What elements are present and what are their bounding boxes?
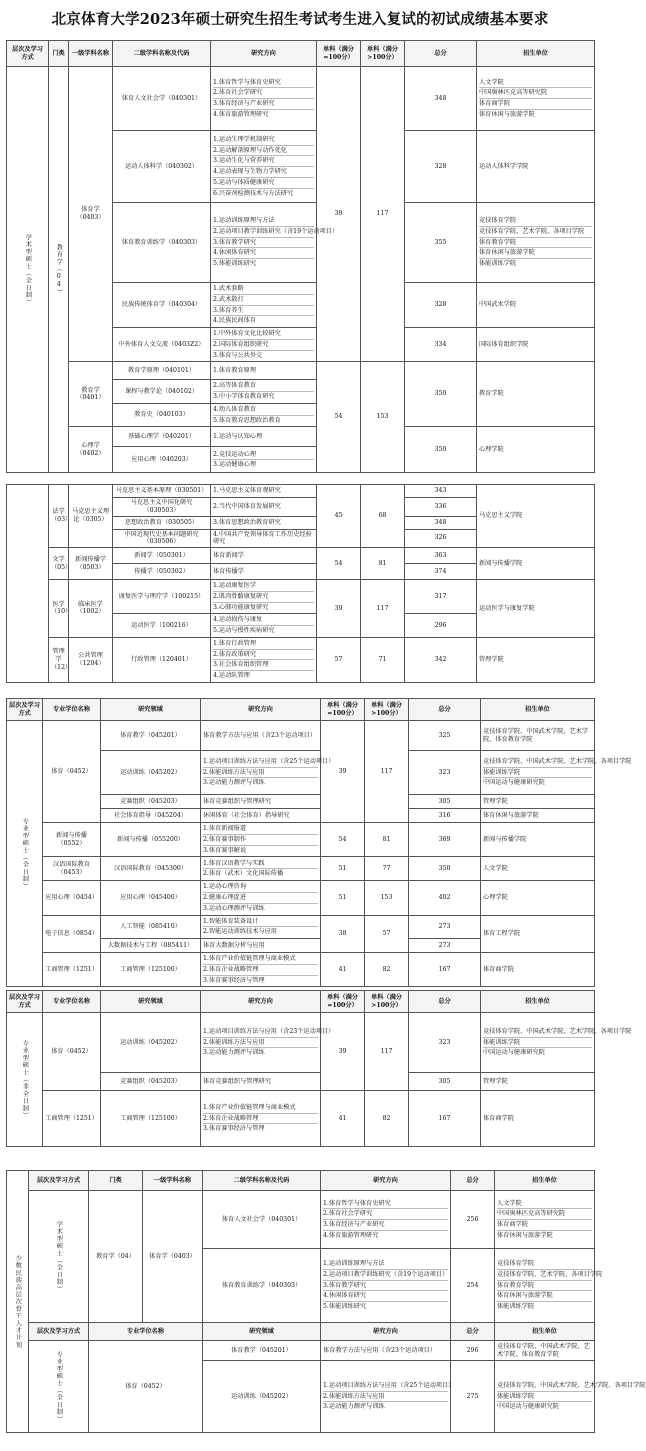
single-gt100-cell: 57 — [365, 915, 409, 953]
unit-list: 竞技体育学院、中国武术学院、艺术学院、各项目学院 体能训练学院 中国运动与健康研究院 — [495, 1361, 595, 1433]
second-discipline: 应用心理（040203） — [113, 447, 211, 473]
header-single-100: 单科（满分=100分） — [321, 991, 365, 1013]
unit: 新闻与传播学院 — [481, 823, 595, 857]
unit-list: 竞技体育学院、中国武术学院、艺术学院、各项目学院 体能训练学院 中国运动与健康研究院 — [481, 1013, 595, 1073]
degree-cell: 应用心理（0454） — [43, 881, 101, 915]
field: 竞赛组织（045203） — [101, 795, 201, 809]
header-direction: 研究方向 — [211, 41, 317, 67]
header-direction: 研究方向 — [321, 1171, 451, 1191]
direction-list: 1.中外体育文化比较研究 2.国际体育组织研究 3.体育与公共外交 — [211, 328, 317, 362]
direction: 1.马克思主义体育观研究 — [211, 485, 317, 498]
header-field: 研究领域 — [101, 699, 201, 721]
header-direction: 研究方向 — [201, 699, 321, 721]
degree-cell: 新闻与传播（0552） — [43, 823, 101, 857]
total-score: 275 — [451, 1361, 495, 1433]
single-100-cell: 38 — [321, 915, 365, 953]
direction-list: 1.运动生理学机制研究 2.运动解剖原理与动作优化 3.运动生化与营养研究 4.运动表现与生物力学研究 5.运动与体质健康研究 6.兴奋剂检测技术与方法研究 — [211, 131, 317, 203]
direction-list: 4.运动损伤与康复 5.运动与慢性疾病研究 — [211, 614, 317, 638]
header-level: 层次及学习方式 — [7, 41, 49, 67]
total-score: 167 — [409, 1091, 481, 1147]
header-unit: 招生单位 — [495, 1323, 595, 1341]
unit-list: 人文学院 中国奥林匹克高等研究院 体育商学院 体育休闲与旅游学院 — [477, 67, 595, 131]
total-score: 343 — [405, 485, 477, 498]
header-total: 总分 — [451, 1171, 495, 1191]
header-total: 总分 — [451, 1323, 495, 1341]
single-gt100-cell: 117 — [365, 721, 409, 823]
second-discipline: 新闻学（050301） — [113, 548, 211, 564]
total-score: 305 — [409, 795, 481, 809]
header-single-gt100: 单科（满分>100分） — [365, 991, 409, 1013]
single-gt100-cell: 153 — [365, 881, 409, 915]
direction: 体育大数据分析与应用 — [201, 939, 321, 953]
header-level: 层次及学习方式 — [7, 699, 43, 721]
total-score: 363 — [405, 548, 477, 564]
single-100-cell: 57 — [317, 637, 361, 682]
direction: 体育传播学 — [211, 564, 317, 580]
header-direction: 研究方向 — [201, 991, 321, 1013]
total-score: 350 — [409, 857, 481, 881]
second-discipline: 民族传统体育学（040304） — [113, 283, 211, 328]
field: 汉语国际教育（045300） — [101, 857, 201, 881]
unit: 人文学院 — [481, 857, 595, 881]
single-gt100-cell: 81 — [361, 548, 405, 580]
field: 体育教学（045201） — [203, 1341, 321, 1361]
direction-list: 1.体育产业价值链管理与商业模式 2.体育企业战略管理 3.体育赛事经济与管理 — [201, 953, 321, 987]
second-discipline: 运动人体科学（040302） — [113, 131, 211, 203]
unit: 马克思主义学院 — [477, 485, 595, 548]
direction: 1.运动与认知心理 — [211, 427, 317, 447]
category-cell: 教育学（04） — [89, 1191, 143, 1323]
academic-table-1 — [6, 40, 594, 469]
header-single-gt100: 单科（满分>100分） — [365, 699, 409, 721]
field: 工商管理（125100） — [101, 953, 201, 987]
header-direction: 研究方向 — [321, 1323, 451, 1341]
direction-list: 1.体育汉语教学与实践 2.体育（武术）文化国际传播 — [201, 857, 321, 881]
header-single-100: 单科（满分=100分） — [321, 699, 365, 721]
first-discipline-cell: 体育学（0403） — [143, 1191, 203, 1323]
header-total: 总分 — [409, 699, 481, 721]
header-unit: 招生单位 — [481, 699, 595, 721]
unit: 新闻与传播学院 — [477, 548, 595, 580]
level-cell: 专业型硕士（全日制） — [29, 1341, 89, 1433]
second-discipline: 体育教育训练学（040303） — [113, 203, 211, 283]
unit-list: 人文学院 中国奥林匹克高等研究院 体育商学院 体育休闲与旅游学院 — [495, 1191, 595, 1249]
total-score: 325 — [409, 721, 481, 751]
header-single-100: 单科（满分=100分） — [317, 41, 361, 67]
total-score: 348 — [405, 67, 477, 131]
header-total: 总分 — [409, 991, 481, 1013]
unit: 国际体育组织学院 — [477, 328, 595, 362]
first-discipline-cell: 心理学（0402） — [69, 427, 113, 473]
direction-list: 1.运动项目训练方法与应用（含25个运动项目） 2.体能训练方法与应用 3.运动能力测评与训练 — [321, 1361, 451, 1433]
single-gt100-cell: 82 — [365, 953, 409, 987]
field: 新闻与传播（055200） — [101, 823, 201, 857]
header-degree: 专业学位名称 — [43, 991, 101, 1013]
total-score: 323 — [409, 1013, 481, 1073]
second-discipline: 课程与教学论（040102） — [113, 380, 211, 404]
professional-parttime-table — [6, 990, 632, 1150]
degree-cell: 体育（0452） — [89, 1341, 203, 1433]
header-degree: 专业学位名称 — [43, 699, 101, 721]
field: 工商管理（125100） — [101, 1091, 201, 1147]
second-discipline: 体育教育训练学（040303） — [203, 1249, 321, 1323]
unit: 运动医学与康复学院 — [477, 580, 595, 638]
total-score: 342 — [405, 637, 477, 682]
total-score: 334 — [405, 328, 477, 362]
degree-cell: 工商管理（1251） — [43, 1091, 101, 1147]
header-first-discipline: 一级学科名称 — [69, 41, 113, 67]
header-category: 门类 — [49, 41, 69, 67]
first-discipline-cell: 体育学（0403） — [69, 67, 113, 362]
header-total: 总分 — [405, 41, 477, 67]
unit: 心理学院 — [477, 427, 595, 473]
unit: 管理学院 — [477, 637, 595, 682]
total-score: 402 — [409, 881, 481, 915]
second-discipline: 运动医学（100216） — [113, 614, 211, 638]
header-level: 层次及学习方式 — [29, 1171, 89, 1191]
degree-cell: 工商管理（1251） — [43, 953, 101, 987]
first-discipline-cell: 新闻传播学（0503） — [69, 548, 113, 580]
second-discipline: 教育学原理（040101） — [113, 362, 211, 380]
total-score: 305 — [409, 1073, 481, 1091]
direction-list: 2.高等体育教育 3.中小学体育教育研究 — [211, 380, 317, 404]
professional-table — [6, 698, 632, 984]
total-score: 296 — [451, 1341, 495, 1361]
header-field: 研究领域 — [203, 1323, 321, 1341]
level-cell: 专业型硕士（全日制） — [7, 721, 43, 987]
total-score: 317 — [405, 580, 477, 614]
first-discipline-cell: 马克思主义理论（0305） — [69, 485, 113, 548]
unit: 中国武术学院 — [477, 283, 595, 328]
level-cell: 学术型硕士（全日制） — [7, 67, 49, 473]
direction: 体育竞赛组织与管理研究 — [201, 1073, 321, 1091]
direction-list: 1.体育行政管理 2.体育政策研究 3.社会体育组织管理 4.运动队管理 — [211, 637, 317, 682]
single-gt100-cell: 77 — [365, 857, 409, 881]
single-100-cell: 41 — [321, 953, 365, 987]
direction: 体育竞赛组织与管理研究 — [201, 795, 321, 809]
direction-list: 1.体育哲学与体育史研究 2.体育社会学研究 3.体育经济与产业研究 4.体育旅游管理研究 — [321, 1191, 451, 1249]
field: 人工智能（085410） — [101, 915, 201, 939]
degree-cell: 电子信息（0854） — [43, 915, 101, 953]
degree-cell: 体育（0452） — [43, 721, 101, 823]
direction-list: 1.武术套路 2.武术散打 3.体育养生 4.民族民间体育 — [211, 283, 317, 328]
category-cell: 医学（10） — [49, 580, 69, 638]
direction: 休闲体育（社会体育）指导研究 — [201, 809, 321, 823]
unit: 运动人体科学学院 — [477, 131, 595, 203]
direction-list: 1.运动训练原理与方法 2.运动项目教学训练研究（含19个运动项目） 3.体育教学研究 4.休闲体育研究 5.体能训练研究 — [321, 1249, 451, 1323]
total-score: 326 — [405, 529, 477, 548]
single-100-cell: 39 — [321, 1013, 365, 1091]
direction-list: 1.运动训练原理与方法 2.运动项目教学训练研究（含19个运动项目） 3.体育教学研究 4.休闲体育研究 5.体能训练研究 — [211, 203, 317, 283]
header-field: 研究领域 — [101, 991, 201, 1013]
level-cell-continued — [7, 485, 49, 683]
single-gt100-cell: 117 — [361, 67, 405, 362]
single-100-cell: 45 — [317, 485, 361, 548]
single-gt100-cell: 153 — [361, 362, 405, 473]
second-discipline: 中国近现代史基本问题研究（030506） — [113, 529, 211, 548]
total-score: 273 — [409, 939, 481, 953]
unit: 竞技体育学院、中国武术学院、艺术学院、体育教育学院 — [495, 1341, 595, 1361]
field: 竞赛组织（045203） — [101, 1073, 201, 1091]
minority-plan-table — [6, 1170, 646, 1451]
direction: 体育教学方法与应用（含23个运动项目） — [201, 721, 321, 751]
single-100-cell: 39 — [321, 721, 365, 823]
unit: 竞技体育学院、中国武术学院、艺术学院、体育教育学院 — [481, 721, 595, 751]
page-title: 北京体育大学2023年硕士研究生招生考试考生进入复试的初试成绩基本要求 — [51, 11, 549, 28]
single-100-cell: 54 — [321, 823, 365, 857]
category-cell: 教育学（04） — [49, 67, 69, 473]
second-discipline: 基础心理学（040201） — [113, 427, 211, 447]
header-level: 层次及学习方式 — [29, 1323, 89, 1341]
unit: 教育学院 — [477, 362, 595, 427]
total-score: 256 — [451, 1191, 495, 1249]
header-degree: 专业学位名称 — [89, 1323, 203, 1341]
total-score: 316 — [409, 809, 481, 823]
total-score: 374 — [405, 564, 477, 580]
second-discipline: 教育史（040103） — [113, 403, 211, 427]
header-unit: 招生单位 — [477, 41, 595, 67]
field: 社会体育指导（045204） — [101, 809, 201, 823]
field: 运动训练（045202） — [101, 1013, 201, 1073]
single-100-cell: 51 — [321, 857, 365, 881]
single-100-cell: 41 — [321, 1091, 365, 1147]
field: 体育教学（045201） — [101, 721, 201, 751]
header-unit: 招生单位 — [495, 1171, 595, 1191]
unit: 管理学院 — [481, 795, 595, 809]
total-score: 273 — [409, 915, 481, 939]
single-gt100-cell: 117 — [365, 1013, 409, 1091]
direction-list: 1.运动项目训练方法与应用（含25个运动项目） 2.体能训练方法与应用 3.运动能力测评与训练 — [201, 751, 321, 795]
unit: 体育商学院 — [481, 953, 595, 987]
single-100-cell: 51 — [321, 881, 365, 915]
single-gt100-cell: 81 — [365, 823, 409, 857]
second-discipline: 传播学（050302） — [113, 564, 211, 580]
field: 运动训练（045202） — [203, 1361, 321, 1433]
unit: 管理学院 — [481, 1073, 595, 1091]
single-gt100-cell: 117 — [361, 580, 405, 638]
single-gt100-cell: 82 — [365, 1091, 409, 1147]
single-100-cell: 54 — [317, 362, 361, 473]
second-discipline: 康复医学与理疗学（100215） — [113, 580, 211, 614]
single-100-cell: 39 — [317, 67, 361, 362]
header-unit: 招生单位 — [481, 991, 595, 1013]
header-single-gt100: 单科（满分>100分） — [361, 41, 405, 67]
direction-list: 1.体育产业价值链管理与商业模式 2.体育企业战略管理 3.体育赛事经济与管理 — [201, 1091, 321, 1147]
direction: 体育教学方法与应用（含23个运动项目） — [321, 1341, 451, 1361]
second-discipline: 体育人文社会学（040301） — [113, 67, 211, 131]
level-cell: 专业型硕士（非全日制） — [7, 1013, 43, 1147]
unit: 体育工程学院 — [481, 915, 595, 953]
second-discipline: 马克思主义基本原理（030501） — [113, 485, 211, 498]
field: 应用心理（045400） — [101, 881, 201, 915]
degree-cell: 体育（0452） — [43, 1013, 101, 1091]
direction: 1.体育教育原理 — [211, 362, 317, 380]
unit-list: 竞技体育学院、中国武术学院、艺术学院、各项目学院 体能训练学院 中国运动与健康研究院 — [481, 751, 595, 795]
field: 大数据技术与工程（085411） — [101, 939, 201, 953]
header-category: 门类 — [89, 1171, 143, 1191]
direction: 4.中国共产党领导体育工作历史经验研究 — [211, 529, 317, 548]
degree-cell: 汉语国际教育（0453） — [43, 857, 101, 881]
total-score: 369 — [409, 823, 481, 857]
direction-list: 1.体育哲学与体育史研究 2.体育社会学研究 3.体育经济与产业研究 4.体育旅游管理研究 — [211, 67, 317, 131]
unit: 体育商学院 — [481, 1091, 595, 1147]
first-discipline-cell: 教育学（0401） — [69, 362, 113, 427]
second-discipline: 体育人文社会学（040301） — [203, 1191, 321, 1249]
unit: 心理学院 — [481, 881, 595, 915]
direction-list: 1.运动心理咨询 2.健康心理促进 3.运动心理测评与训练 — [201, 881, 321, 915]
single-gt100-cell: 71 — [361, 637, 405, 682]
category-cell: 管理学（12） — [49, 637, 69, 682]
direction: 2.当代中国体育发展研究 — [211, 498, 317, 517]
category-cell: 法学（03） — [49, 485, 69, 548]
header-first-discipline: 一级学科名称 — [143, 1171, 203, 1191]
first-discipline-cell: 临床医学（1002） — [69, 580, 113, 638]
total-score: 328 — [405, 283, 477, 328]
second-discipline: 思想政治教育（030505） — [113, 516, 211, 529]
direction-list: 1.运动项目训练方法与应用（含23个运动项目） 2.体能训练方法与应用 3.运动能力测评与训练 — [201, 1013, 321, 1073]
total-score: 355 — [405, 203, 477, 283]
single-100-cell: 39 — [317, 580, 361, 638]
plan-cell: 少数民族高层次骨干人才计划 — [7, 1171, 29, 1433]
category-cell: 文学（05） — [49, 548, 69, 580]
direction-list: 1.运动康复医学 2.肌肉骨骼康复研究 3.心肺功能康复研究 — [211, 580, 317, 614]
single-100-cell: 54 — [317, 548, 361, 580]
total-score: 350 — [405, 362, 477, 427]
direction-list: 1.智能体育装备设计 2.智能运动训练技术与应用 — [201, 915, 321, 939]
total-score: 296 — [405, 614, 477, 638]
unit-list: 竞技体育学院 竞技体育学院、艺术学院、各项目学院 体育教育学院 体育休闲与旅游学院 体能训练学院 — [495, 1249, 595, 1323]
second-discipline: 中外体育人文交流（0403Z2） — [113, 328, 211, 362]
total-score: 350 — [405, 427, 477, 473]
first-discipline-cell: 公共管理（1204） — [69, 637, 113, 682]
single-gt100-cell: 68 — [361, 485, 405, 548]
total-score: 348 — [405, 516, 477, 529]
total-score: 167 — [409, 953, 481, 987]
level-cell: 学术型硕士（全日制） — [29, 1191, 89, 1323]
total-score: 328 — [405, 131, 477, 203]
header-second-discipline: 二级学科名称及代码 — [203, 1171, 321, 1191]
direction-list: 2.竞技运动心理 3.运动健康心理 — [211, 447, 317, 473]
total-score: 336 — [405, 498, 477, 517]
direction-list: 1.体育新闻报道 2.体育赛事制作 3.体育赛事解说 — [201, 823, 321, 857]
direction: 3.体育思想政治教育研究 — [211, 516, 317, 529]
header-second-discipline: 二级学科名称及代码 — [113, 41, 211, 67]
unit: 体育休闲与旅游学院 — [481, 809, 595, 823]
direction: 体育新闻学 — [211, 548, 317, 564]
field: 运动训练（045202） — [101, 751, 201, 795]
second-discipline: 行政管理（120401） — [113, 637, 211, 682]
total-score: 254 — [451, 1249, 495, 1323]
header-level: 层次及学习方式 — [7, 991, 43, 1013]
academic-table-2 — [6, 484, 594, 679]
direction-list: 4.幼儿体育教育 5.体育教育思想政治教育 — [211, 403, 317, 427]
second-discipline: 马克思主义中国化研究（030503） — [113, 498, 211, 517]
unit-list: 竞技体育学院 竞技体育学院、艺术学院、各项目学院 体育教育学院 体育休闲与旅游学院 体能训练学院 — [477, 203, 595, 283]
total-score: 323 — [409, 751, 481, 795]
